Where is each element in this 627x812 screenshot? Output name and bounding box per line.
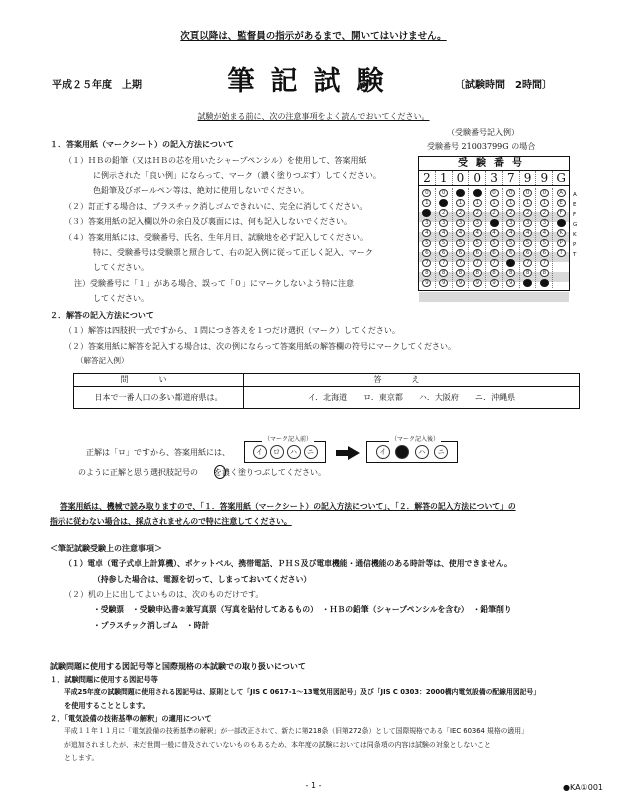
grid-bubble: 6: [490, 249, 499, 257]
section2-line: （２）答案用紙に解答を記入する場合は、次の例にならって答案用紙の解答欄の符号にマークしてください。: [64, 342, 456, 351]
grid-column: [536, 188, 553, 288]
section4-line: が追加されましたが、未だ世間一般に普及されていないものもあるため、本年度の試験においては同条項の内容は試験の対象としないこと: [64, 741, 491, 749]
letter-label: P: [573, 242, 577, 248]
exam-year: 平成２５年度 上期: [52, 80, 142, 91]
section1-line: に例示された「良い例」にならって、マーク（濃く塗りつぶす）してください。: [93, 171, 381, 180]
section1-line: 特に、受験番号は受験票と照合して、右の記入例に従って正しく記入、マーク: [93, 248, 373, 257]
section3-heading: ＜筆記試験受験上の注意事項＞: [50, 544, 162, 553]
grid-bubble: 4: [456, 229, 465, 237]
grid-bubble: 8: [490, 269, 499, 277]
grid-bubble: E: [557, 199, 566, 207]
section2-line: （１）解答は四肢択一式ですから、１問につき答えを１つだけ選択（マーク）してください。: [64, 326, 400, 335]
section1-line: 色鉛筆及びボールペン等は、絶対に使用しないでください。: [93, 186, 309, 195]
grid-bubble: 5: [439, 239, 448, 247]
section1-heading: １．答案用紙（マークシート）の記入方法について: [50, 140, 234, 149]
grid-column: [436, 188, 453, 288]
grid-digit: 0: [453, 171, 470, 185]
grid-bubble: 2: [456, 209, 465, 217]
grid-bubble: 8: [456, 269, 465, 277]
section3-line: ・受験票 ・受験申込書②兼写真票（写真を貼付してあるもの） ・ＨＢの鉛筆（シャープペンシルを含む） ・鉛筆削り: [93, 605, 512, 614]
grid-digit: 9: [536, 171, 553, 185]
arrow-head-icon: [348, 446, 360, 460]
grid-bubble: 4: [523, 229, 532, 237]
grid-bubble-filled: 7: [506, 259, 515, 267]
grid-digit: 3: [486, 171, 503, 185]
answer-example-label: （解答記入例）: [76, 356, 129, 365]
grid-bubble: 7: [490, 259, 499, 267]
grid-bubble: 3: [439, 219, 448, 227]
grid-bubble-filled: 2: [422, 209, 431, 217]
grid-bubble: 1: [490, 199, 499, 207]
section2-heading: ２．解答の記入方法について: [50, 311, 154, 320]
grid-bubble: 8: [439, 269, 448, 277]
table-question: 日本で一番人口の多い都道府県は。: [74, 387, 244, 409]
section3-line: ・プラスチック消しゴム ・時計: [93, 621, 210, 630]
grid-column: [419, 188, 436, 288]
section4-line: １．試験問題に使用する図記号等: [50, 675, 158, 684]
letter-label: E: [573, 202, 577, 208]
grid-bubble: 9: [422, 279, 431, 287]
top-notice: 次頁以降は、監督員の指示があるまで、開いてはいけません。: [180, 31, 447, 42]
grid-bubble: T: [557, 249, 566, 257]
letter-label: T: [573, 252, 577, 258]
grid-letter-labels: [573, 190, 577, 260]
grid-bubble: 6: [422, 249, 431, 257]
grid-bubble: 0: [490, 189, 499, 197]
grid-bubble: 4: [473, 229, 482, 237]
grid-bubble: 5: [506, 239, 515, 247]
grid-bubble: 8: [506, 269, 515, 277]
grid-bubble: 6: [473, 249, 482, 257]
grid-bubble: 3: [540, 219, 549, 227]
grid-column: [469, 188, 486, 288]
section1-line: （１）ＨＢの鉛筆（又はＨＢの芯を用いたシャープペンシル）を使用して、答案用紙: [64, 156, 367, 165]
grid-bubble: 2: [439, 209, 448, 217]
letter-label: K: [573, 232, 577, 238]
grid-bubble-filled: 0: [473, 189, 482, 197]
form-code: ●KA①001: [563, 783, 603, 792]
grid-digit: G: [556, 171, 566, 185]
grid-column: [486, 188, 503, 288]
grid-bubble: 9: [506, 279, 515, 287]
grid-bubble: 3: [473, 219, 482, 227]
grid-digit: 9: [520, 171, 537, 185]
grid-bubble: 0: [540, 189, 549, 197]
grid-bubble: 1: [506, 199, 515, 207]
grid-bubble: 5: [490, 239, 499, 247]
grid-column: [520, 188, 537, 288]
grid-bubble: 7: [523, 259, 532, 267]
section1-line: 注）受験番号に「１」がある場合、誤って「０」にマークしないよう特に注意: [74, 279, 354, 288]
grid-bubble: 4: [490, 229, 499, 237]
grid-bubble: 2: [523, 209, 532, 217]
grid-bubble: 9: [439, 279, 448, 287]
grid-bubble: 0: [422, 189, 431, 197]
grid-bubble: A: [557, 189, 566, 197]
grid-bubble: 7: [439, 259, 448, 267]
grid-bubble: 0: [506, 189, 515, 197]
grid-bubble: 6: [540, 249, 549, 257]
grid-bubble: 9: [490, 279, 499, 287]
section4-line: を使用することとします。: [64, 701, 150, 710]
section3-line: （１）電卓（電子式卓上計算機）、ポケットベル、携帯電話、ＰＨＳ及び電車機能・通信機能のある時計等は、使用できません。: [64, 559, 512, 568]
mark-before-label: （マーク記入前）: [264, 436, 313, 443]
warning-line: 指示に従わない場合は、採点されませんので特に注意してください。: [50, 517, 292, 526]
grid-bubble: 0: [439, 189, 448, 197]
section1-line: （２）訂正する場合は、プラスチック消しゴムできれいに、完全に消してください。: [64, 202, 368, 211]
grid-bubble: 9: [456, 279, 465, 287]
pre-note: 試験が始まる前に、次の注意事項をよく読んでおいてください。: [197, 112, 430, 121]
grid-bubble: 1: [523, 199, 532, 207]
section4-line: ２．「電気設備の技術基準の解釈」の適用について: [50, 714, 212, 723]
grid-bubble: 8: [473, 269, 482, 277]
grid-digit: 1: [436, 171, 453, 185]
grid-bubble: 1: [422, 199, 431, 207]
grid-bubble-filled: 9: [540, 279, 549, 287]
table-answers: イ．北海道 ロ．東京都 ハ．大阪府 ニ．沖縄県: [244, 387, 580, 409]
grid-bubble: 1: [456, 199, 465, 207]
grid-bubble: 9: [473, 279, 482, 287]
section4-line: とします。: [64, 754, 99, 762]
grid-bubble: 5: [473, 239, 482, 247]
grid-bubble-filled: 0: [456, 189, 465, 197]
answer-example-table: [73, 373, 580, 409]
grid-bubble: 8: [523, 269, 532, 277]
grid-bubble-filled: 3: [490, 219, 499, 227]
exam-time: 〔試験時間 2時間〕: [455, 80, 552, 91]
grid-bubble: 2: [490, 209, 499, 217]
grid-bubble: 6: [506, 249, 515, 257]
table-header-question: 問い: [74, 374, 244, 387]
grid-bubble: 5: [456, 239, 465, 247]
grid-bubble: 7: [422, 259, 431, 267]
grid-bubble: 2: [506, 209, 515, 217]
grid-bubble: 7: [540, 259, 549, 267]
mark-bubble: イ: [253, 445, 267, 459]
section3-line: （２）机の上に出してよいものは、次のものだけです。: [64, 590, 264, 599]
example-subtitle: 受験番号 21003799G の場合: [427, 142, 536, 151]
section1-line: してください。: [93, 294, 149, 303]
section1-line: （４）答案用紙には、受験番号、氏名、生年月日、試験地を必ず記入してください。: [64, 233, 368, 242]
grid-bubble: 3: [422, 219, 431, 227]
mark-bubble: イ: [376, 445, 390, 459]
grid-bubble: 6: [439, 249, 448, 257]
grid-digit: 7: [503, 171, 520, 185]
grid-digits: [419, 171, 569, 186]
letter-label: F: [573, 212, 577, 218]
grid-bubble: 3: [523, 219, 532, 227]
section4-heading: 試験問題に使用する図記号等と国際規格の本試験での取り扱いについて: [50, 662, 306, 671]
grid-digit: 0: [469, 171, 486, 185]
exam-number-grid: [418, 156, 570, 291]
grid-bubble: F: [557, 209, 566, 217]
mark-bubble: ハ: [415, 445, 429, 459]
grid-bubble: 7: [473, 259, 482, 267]
mark-bubble: ハ: [287, 445, 301, 459]
grid-bubble: 2: [540, 209, 549, 217]
grid-bubble: 4: [422, 229, 431, 237]
page-title: 筆記試験: [227, 66, 400, 97]
section1-line: してください。: [93, 263, 149, 272]
section4-line: 平成１１年１１月に「電気設備の技術基準の解釈」が一部改正されて、新たに第218条（旧第272条）として国際規格である「IEC 60364 規格の適用」: [64, 727, 528, 735]
grid-bubble: 8: [422, 269, 431, 277]
grid-bubble: 4: [439, 229, 448, 237]
mark-bubble: ロ: [270, 445, 284, 459]
section3-line: （持参した場合は、電源を切って、しまっておいてください）: [93, 575, 312, 584]
grid-bubble-filled: 9: [523, 279, 532, 287]
grid-bubbles: [419, 186, 569, 290]
grid-bubble: 5: [540, 239, 549, 247]
section1-line: （３）答案用紙の記入欄以外の余白及び裏面には、何も記入しないでください。: [64, 217, 352, 226]
grid-bubble: 5: [523, 239, 532, 247]
grid-bubble: 1: [473, 199, 482, 207]
grid-bubble-filled: G: [557, 219, 566, 227]
grid-column: [453, 188, 470, 288]
grid-bubble: 6: [523, 249, 532, 257]
row-band: [419, 292, 569, 302]
grid-header: 受験番号: [419, 157, 569, 171]
grid-bubble: P: [557, 239, 566, 247]
grid-bubble: 7: [456, 259, 465, 267]
grid-column: [503, 188, 520, 288]
section4-line: 平成25年度の試験問題に使用される図記号は、原則として「JIS C 0617-1～13電気用図記号」及び「JIS C 0303：2000構内電気設備の配線用図記号」: [64, 688, 541, 696]
letter-label: G: [573, 222, 578, 228]
grid-bubble-filled: 1: [439, 199, 448, 207]
grid-bubble: 5: [422, 239, 431, 247]
warning-line: 答案用紙は、機械で読み取りますので、「１．答案用紙（マークシート）の記入方法について」、「２．解答の記入方法について」の: [60, 502, 516, 511]
grid-column: [553, 188, 569, 288]
mark-bubble: ニ: [434, 445, 448, 459]
mark-bubble: ニ: [304, 445, 318, 459]
grid-bubble: 8: [540, 269, 549, 277]
grid-digit: 2: [419, 171, 436, 185]
grid-bubble: 2: [473, 209, 482, 217]
grid-bubble: K: [557, 229, 566, 237]
fill-text: のように正解と思う選択肢記号の を濃く塗りつぶしてください。: [78, 468, 326, 477]
letter-label: A: [573, 192, 577, 198]
grid-bubble: 0: [523, 189, 532, 197]
mark-bubble-filled: [395, 445, 409, 459]
grid-bubble: 4: [506, 229, 515, 237]
mark-after-label: （マーク記入後）: [391, 436, 440, 443]
grid-bubble: 3: [456, 219, 465, 227]
grid-bubble: 6: [456, 249, 465, 257]
grid-bubble: 3: [506, 219, 515, 227]
table-header-answer: 答え: [244, 374, 580, 387]
grid-bubble: 1: [540, 199, 549, 207]
oval-icon: [214, 465, 226, 479]
example-title: （受験番号記入例）: [447, 128, 519, 137]
grid-bubble: 4: [540, 229, 549, 237]
correct-text: 正解は「ロ」ですから、答案用紙には、: [86, 448, 230, 457]
page-number: - 1 -: [305, 781, 322, 790]
